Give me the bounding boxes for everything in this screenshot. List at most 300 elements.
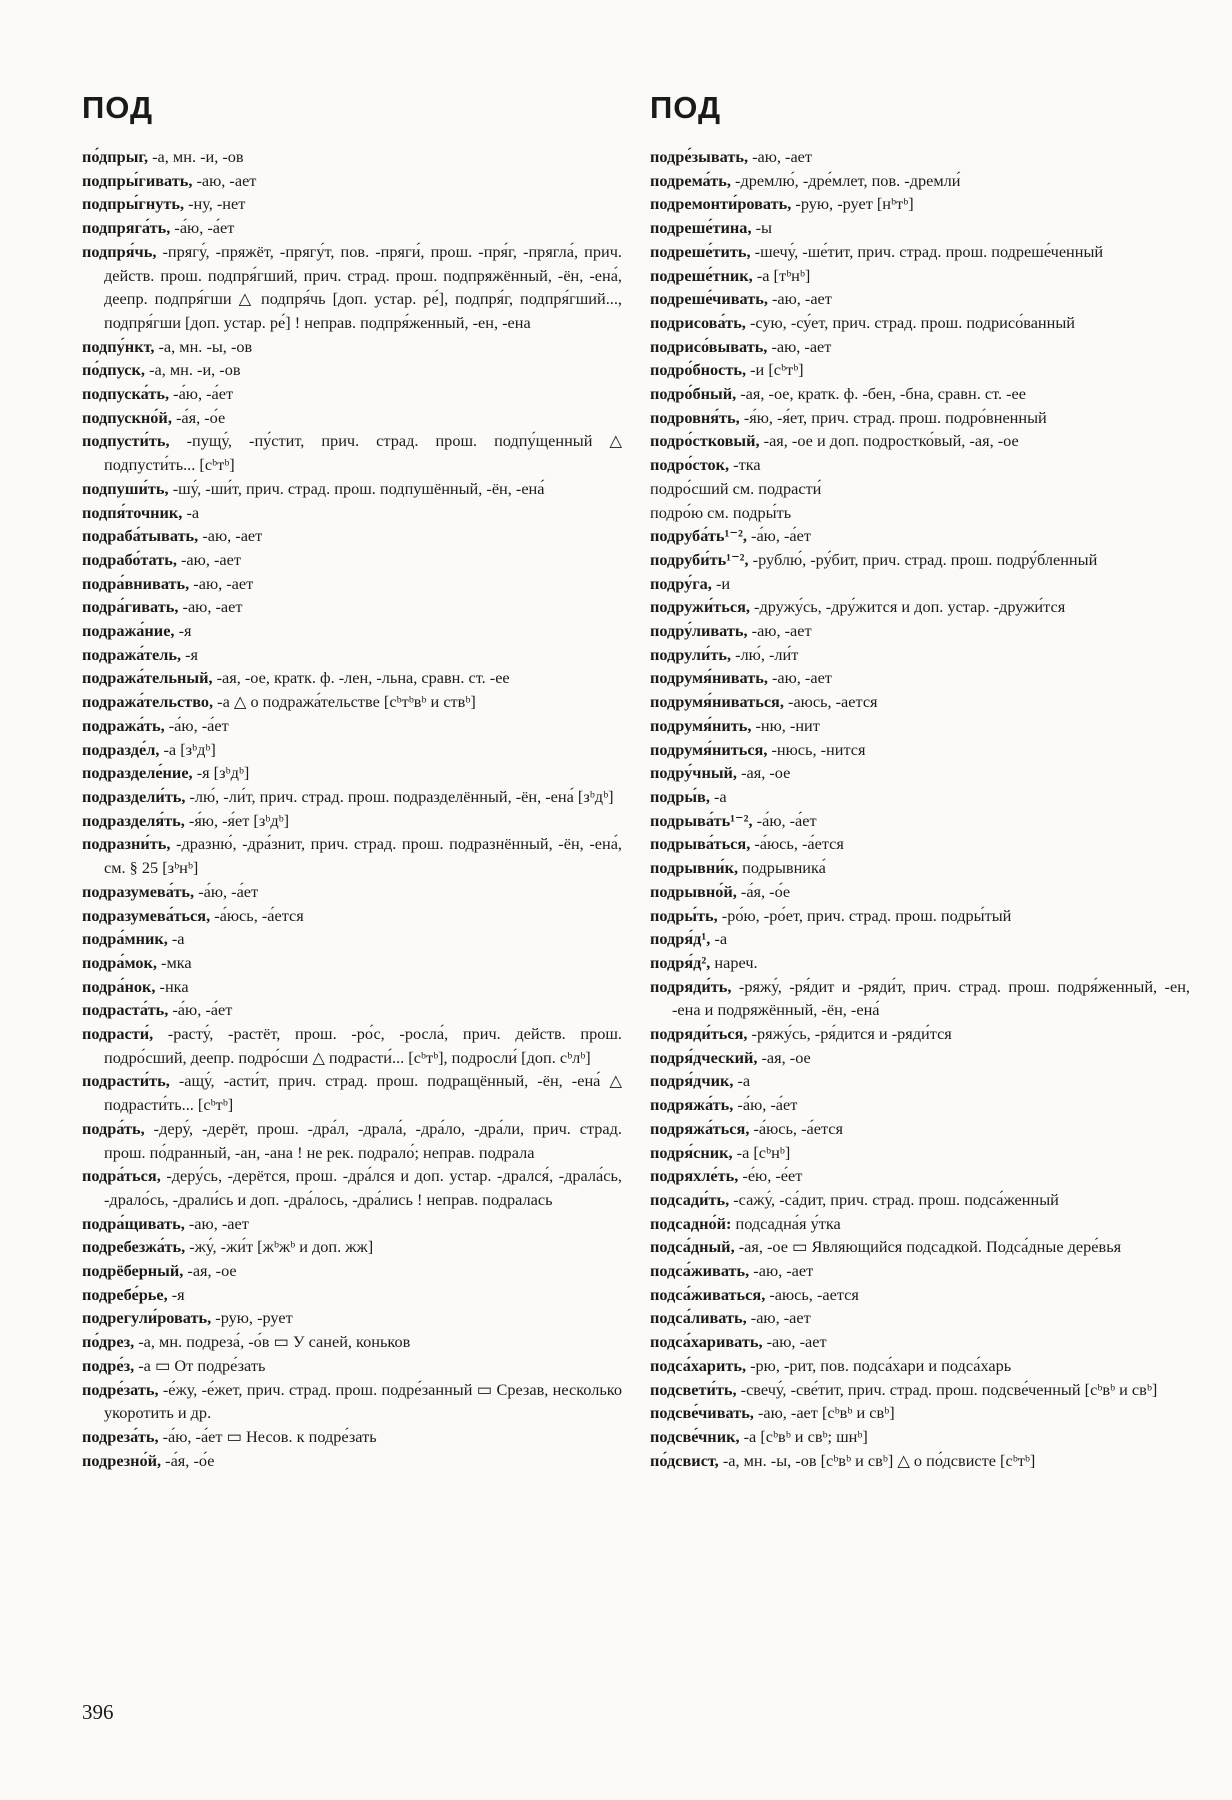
entry-headword: подря́сник, (650, 1142, 733, 1162)
entry-headword: подрегули́ровать, (82, 1308, 212, 1328)
entry-headword: подсвети́ть, (650, 1379, 737, 1399)
dictionary-entry (650, 264, 1190, 288)
entry-headword: по́дпуск, (82, 360, 145, 380)
entry-forms: подсадна́я у́тка (731, 1213, 841, 1233)
entry-forms: -ряжу́, -ря́дит и -ряди́т, прич. страд. прош. подря́женный, -ен, -ена и подряжённый, -ён, -ена́ (672, 976, 1190, 1020)
entry-forms: -ащу́, -асти́т, прич. страд. прош. подращённый, -ён, -ена́ △ подрасти́ть... [сᵇтᵇ] (104, 1071, 622, 1115)
dictionary-entry (82, 1378, 622, 1425)
entry-headword: подряжа́ть, (650, 1095, 734, 1115)
entry-headword: подраздели́ть, (82, 786, 186, 806)
entry-headword: по́дпрыг, (82, 147, 149, 166)
entry-headword: подра́мок, (82, 952, 157, 972)
dictionary-entry (82, 975, 622, 999)
dictionary-entry (650, 1283, 1190, 1307)
entry-forms: -ая, -ое ▭ Являющийся подсадкой. Подса́дные дере́вья (734, 1237, 1122, 1257)
dictionary-entry (650, 406, 1190, 430)
entry-forms: -а, мн. -ы, -ов [сᵇвᵇ и свᵇ] △ о по́дсвисте [сᵇтᵇ] (718, 1450, 1036, 1470)
left-running-header: ПОД (82, 90, 154, 125)
dictionary-entry (82, 998, 622, 1022)
dictionary-entry (82, 1354, 622, 1378)
entry-headword: подразумева́ть, (82, 881, 195, 901)
entry-headword: подса́харивать, (650, 1332, 763, 1352)
entry-forms: подрывника́ (738, 858, 826, 878)
entry-headword: подружи́ться, (650, 597, 750, 617)
entry-headword: подрасти́ть, (82, 1071, 170, 1091)
entry-forms: -а △ о подража́тельстве [сᵇтᵇвᵇ и ствᵇ] (213, 692, 476, 712)
dictionary-entry (650, 595, 1190, 619)
entry-headword: подра́ться, (82, 1166, 161, 1186)
entry-forms: -а (710, 929, 728, 949)
entry-headword: подсве́чивать, (650, 1403, 754, 1423)
entry-forms: -прягу́, -пряжёт, -прягу́т, пов. -пряги́, прош. -пря́г, -прягла́, прич. действ. прош. подпря́гший, прич. страд. прош. подпряжённый, -ён, -ена́, деепр. подпря́гши △ подпря́чь [доп. устар. ре́], подпря́г, подпря́гший..., подпря́гши [доп. устар. ре́] ! неправ. подпря́женный, -ен, -ена (104, 241, 622, 332)
dictionary-entry (82, 358, 622, 382)
entry-forms: -аю, -ает (176, 549, 241, 569)
entry-headword: подря́д¹, (650, 929, 711, 949)
entry-forms: -а, мн. -ы, -ов (154, 336, 253, 356)
dictionary-entry (650, 1046, 1190, 1070)
entry-forms: -е́жу, -е́жет, прич. страд. прош. подре́занный ▭ Срезав, несколько укоротить и др. (104, 1379, 622, 1423)
entry-forms: -ну, -нет (184, 194, 246, 214)
dictionary-entry (82, 216, 622, 240)
entry-headword: подса́живаться, (650, 1284, 766, 1304)
dictionary-entry (650, 1212, 1190, 1236)
entry-headword: подса́живать, (650, 1261, 750, 1281)
entry-headword: подпры́гивать, (82, 170, 193, 190)
dictionary-entry (650, 809, 1190, 833)
entry-forms: нареч. (710, 952, 758, 972)
entry-forms: -аю, -ает (198, 526, 263, 546)
entry-headword: подпры́гнуть, (82, 194, 185, 214)
dictionary-entry (82, 880, 622, 904)
entry-forms: -а́юсь, -а́ется (749, 1118, 843, 1138)
dictionary-entry (82, 643, 622, 667)
entry-forms: -а, мн. -и, -ов (148, 147, 244, 166)
entry-headword: подрыва́ть¹⁻², (650, 810, 753, 830)
dictionary-entry (650, 1093, 1190, 1117)
dictionary-entry (82, 1022, 622, 1069)
page-number: 396 (82, 1700, 114, 1724)
dictionary-entry (650, 287, 1190, 311)
dictionary-entry (82, 501, 622, 525)
entry-headword: подря́дческий, (650, 1047, 758, 1067)
dictionary-entry (650, 216, 1190, 240)
entry-forms: -аю, -ает (762, 1332, 827, 1352)
dictionary-entry (82, 927, 622, 951)
dictionary-entry (82, 406, 622, 430)
right-entry-list (650, 145, 1190, 1472)
dictionary-entry (650, 572, 1190, 596)
entry-forms: -деру́сь, -дерётся, прош. -дра́лся и доп. устар. -дрался́, -драла́сь, -драло́сь, -драли́сь и доп. -дра́лось, -дра́лись ! неправ. подралась (104, 1166, 622, 1209)
entry-headword: подра́нок, (82, 976, 156, 996)
entry-headword: подры́ть, (650, 905, 718, 925)
entry-headword: подсадно́й: (650, 1213, 732, 1233)
entry-forms: -пущу́, -пу́стит, прич. страд. прош. подпу́щенный △ подпусти́ть... [сᵇтᵇ] (104, 431, 622, 475)
entry-forms: -нка (155, 976, 189, 996)
entry-forms: -е́ю, -е́ет (738, 1166, 803, 1186)
dictionary-entry (650, 1330, 1190, 1354)
entry-forms: -лю́, -ли́т (731, 644, 799, 664)
dictionary-entry (650, 880, 1190, 904)
entry-forms: -аю, -ает (189, 573, 254, 593)
dictionary-entry (650, 690, 1190, 714)
entry-headword: подрывно́й, (650, 881, 737, 901)
entry-headword: подрема́ть, (650, 170, 731, 190)
entry-forms: -аюсь, -ается (783, 692, 878, 712)
dictionary-entry (650, 1259, 1190, 1283)
entry-headword: подпря́чь, (82, 241, 157, 261)
entry-headword: подрумя́нить, (650, 715, 752, 735)
entry-forms: -аю, -ает (749, 1261, 814, 1281)
entry-forms: -а́ю, -а́ет (746, 526, 811, 546)
entry-forms: -сую, -су́ет, прич. страд. прош. подрисо́ванный (745, 312, 1076, 332)
dictionary-entry (82, 429, 622, 476)
entry-forms: -ая, -ое (737, 763, 791, 783)
dictionary-entry (82, 335, 622, 359)
entry-headword: подре́з, (82, 1355, 135, 1375)
entry-headword: подра́щивать, (82, 1213, 185, 1233)
entry-forms: -а (709, 786, 727, 806)
entry-forms: -я [зᵇдᵇ] (192, 763, 250, 783)
entry-headword: подреза́ть, (82, 1426, 159, 1446)
dictionary-entry (82, 477, 622, 501)
entry-forms: -дружу́сь, -дру́жится и доп. устар. -дружи́тся (749, 597, 1066, 617)
entry-headword: подса́харить, (650, 1355, 747, 1375)
dictionary-entry (82, 832, 622, 879)
dictionary-entry (650, 785, 1190, 809)
entry-headword: подру́чный, (650, 763, 737, 783)
right-running-header: ПОД (650, 90, 722, 125)
dictionary-entry (650, 1354, 1190, 1378)
dictionary-entry (82, 666, 622, 690)
dictionary-entry (650, 1117, 1190, 1141)
entry-headword: подрывни́к, (650, 858, 739, 878)
dictionary-entry (650, 1306, 1190, 1330)
entry-forms: -и (711, 573, 731, 593)
entry-forms: -а (733, 1071, 751, 1091)
entry-headword: подразумева́ться, (82, 905, 211, 925)
dictionary-entry (650, 501, 1190, 525)
dictionary-entry (82, 1449, 622, 1473)
entry-headword: подровня́ть, (650, 407, 740, 427)
dictionary-entry (82, 192, 622, 216)
entry-forms: -свечу́, -све́тит, прич. страд. прош. подсве́ченный [сᵇвᵇ и свᵇ] (736, 1379, 1158, 1399)
dictionary-entry (650, 761, 1190, 785)
entry-forms: -аю, -ает (748, 147, 813, 166)
entry-headword: подпуши́ть, (82, 478, 169, 498)
entry-forms: -деру́, -дерёт, прош. -дра́л, -драла́, -дра́ло, -дра́ли, прич. страд. прош. по́дранный, -ан, -ана ! не рек. подрало́; неправ. подрала (104, 1118, 622, 1162)
left-entry-list (82, 145, 622, 1472)
entry-headword: подро́сток, (650, 455, 730, 475)
entry-forms: -я́ю, -я́ет [зᵇдᵇ] (184, 810, 290, 830)
dictionary-entry (650, 1141, 1190, 1165)
entry-forms: -а (167, 929, 185, 949)
dictionary-entry (650, 145, 1190, 169)
entry-headword: подряжа́ться, (650, 1118, 750, 1138)
entry-headword: подразде́л, (82, 739, 160, 759)
entry-forms: -рую, -рует [нᵇтᵇ] (791, 194, 914, 214)
dictionary-entry (650, 856, 1190, 880)
dictionary-entry (650, 1425, 1190, 1449)
dictionary-entry (82, 595, 622, 619)
dictionary-entry (82, 809, 622, 833)
entry-headword: подража́ть, (82, 715, 165, 735)
entry-forms: -рую, -рует (211, 1308, 293, 1328)
entry-forms: -я (181, 644, 199, 664)
dictionary-entry (650, 1188, 1190, 1212)
dictionary-entry (650, 904, 1190, 928)
dictionary-entry (82, 951, 622, 975)
entry-forms: -аю, -ает (184, 1213, 249, 1233)
dictionary-entry (82, 1259, 622, 1283)
dictionary-entry (82, 240, 622, 335)
entry-headword: по́дсвист, (650, 1450, 719, 1470)
dictionary-entry (650, 548, 1190, 572)
entry-headword: подпускно́й, (82, 407, 172, 427)
dictionary-entry (650, 975, 1190, 1022)
dictionary-entry (650, 619, 1190, 643)
entry-forms: -аюсь, -ается (765, 1284, 859, 1304)
dictionary-entry (82, 738, 622, 762)
entry-headword: подпряга́ть, (82, 218, 171, 238)
entry-headword: подра́внивать, (82, 573, 190, 593)
dictionary-entry (650, 666, 1190, 690)
dictionary-entry (82, 1212, 622, 1236)
entry-headword: подро́стковый, (650, 431, 760, 451)
entry-headword: подро́бность, (650, 360, 747, 380)
dictionary-entry (82, 145, 622, 169)
entry-headword: подразни́ть, (82, 834, 171, 854)
entry-forms: -аю, -ает (767, 336, 832, 356)
entry-headword: подража́ние, (82, 621, 175, 641)
entry-forms: -дремлю́, -дре́млет, пов. -дремли́ (730, 170, 961, 190)
entry-headword: подпуска́ть, (82, 384, 170, 404)
entry-forms: -я (167, 1284, 185, 1304)
entry-forms: -аю, -ает [сᵇвᵇ и свᵇ] (753, 1403, 895, 1423)
entry-headword: подреше́чивать, (650, 289, 768, 309)
entry-forms: -шечу́, -ше́тит, прич. страд. прош. подреше́ченный (750, 241, 1104, 261)
entry-forms: -я (174, 621, 192, 641)
dictionary-entry (82, 619, 622, 643)
entry-forms: -жу́, -жи́т [жᵇжᵇ и доп. жж] (185, 1237, 374, 1257)
entry-headword: подремонти́ровать, (650, 194, 792, 214)
entry-forms: -дразню́, -дра́знит, прич. страд. прош. подразнённый, -ён, -ена́, см. § 25 [зᵇнᵇ] (104, 834, 622, 878)
entry-forms: -а [зᵇдᵇ] (159, 739, 216, 759)
left-column (82, 90, 622, 1472)
entry-forms: -а́ю, -а́ет (164, 715, 229, 735)
entry-headword: по́дрез, (82, 1332, 135, 1352)
entry-headword: подрумя́ниваться, (650, 692, 784, 712)
entry-headword: подраба́тывать, (82, 526, 199, 546)
entry-headword: подреше́тник, (650, 265, 753, 285)
entry-forms: -а́ю, -а́ет (169, 384, 234, 404)
entry-headword: подрасти́, (82, 1024, 154, 1044)
entry-forms: -ая, -ое (757, 1047, 811, 1067)
entry-headword: подра́гивать, (82, 597, 179, 617)
entry-forms: -а ▭ От подре́зать (134, 1355, 266, 1375)
dictionary-entry (650, 1449, 1190, 1473)
entry-forms: -а́я, -о́е (171, 407, 226, 427)
entry-forms: -а́ю, -а́ет (170, 218, 235, 238)
dictionary-entry (82, 1425, 622, 1449)
right-column (650, 90, 1190, 1472)
dictionary-entry (650, 1235, 1190, 1259)
entry-forms: -а́ю, -а́ет (194, 881, 259, 901)
entry-forms: -а́я, -о́е (736, 881, 791, 901)
entry-headword: подрезно́й, (82, 1450, 162, 1470)
entry-forms: -рю, -рит, пов. подса́хари и подса́харь (746, 1355, 1012, 1375)
entry-forms: -а́юсь, -а́ется (210, 905, 304, 925)
entry-headword: подса́дный, (650, 1237, 735, 1257)
entry-headword: подпу́нкт, (82, 336, 155, 356)
entry-forms: -нюсь, -нится (767, 739, 866, 759)
dictionary-entry (650, 714, 1190, 738)
entry-headword: подразделе́ние, (82, 763, 193, 783)
entry-headword: подру́га, (650, 573, 712, 593)
entry-headword: подсве́чник, (650, 1426, 740, 1446)
entry-forms: -аю, -ает (178, 597, 243, 617)
dictionary-entry (82, 761, 622, 785)
dictionary-entry (82, 690, 622, 714)
dictionary-entry (650, 1378, 1190, 1402)
entry-forms: -а, мн. подреза́, -о́в ▭ У саней, коньков (134, 1332, 411, 1352)
entry-forms: -ая, -ое (183, 1261, 237, 1281)
entry-forms: -ро́ю, -ро́ет, прич. страд. прош. подры́тый (717, 905, 1012, 925)
entry-forms: -а́юсь, -а́ется (750, 834, 844, 854)
dictionary-entry (650, 738, 1190, 762)
entry-forms: -ряжу́сь, -ря́дится и -ряди́тся (747, 1024, 952, 1044)
entry-headword: подрули́ть, (650, 644, 732, 664)
entry-headword: подруби́ть¹⁻², (650, 549, 749, 569)
entry-headword: подрумя́ниться, (650, 739, 768, 759)
entry-forms: -лю́, -ли́т, прич. страд. прош. подразделённый, -ён, -ена́ [зᵇдᵇ] (185, 786, 614, 806)
dictionary-entry (82, 1235, 622, 1259)
dictionary-entry (82, 524, 622, 548)
entry-headword: подпя́точник, (82, 502, 183, 522)
entry-headword: подра́ть, (82, 1118, 145, 1138)
entry-forms: -а́ю, -а́ет (733, 1095, 798, 1115)
entry-forms: -аю, -ает (192, 170, 257, 190)
dictionary-entry (82, 785, 622, 809)
entry-headword: подрумя́нивать, (650, 668, 768, 688)
entry-forms: -а́ю, -а́ет (752, 810, 817, 830)
dictionary-entry (650, 358, 1190, 382)
entry-forms: -а́я, -о́е (161, 1450, 215, 1470)
dictionary-entry (650, 1069, 1190, 1093)
entry-headword: подрисова́ть, (650, 312, 746, 332)
entry-headword: подрабо́тать, (82, 549, 177, 569)
entry-forms: -ая, -ое, кратк. ф. -лен, -льна, сравн. ст. -ее (212, 668, 510, 688)
entry-headword: подруба́ть¹⁻², (650, 526, 747, 546)
dictionary-entry (650, 643, 1190, 667)
dictionary-entry (82, 1164, 622, 1211)
dictionary-entry (82, 572, 622, 596)
entry-headword: подребе́рье, (82, 1284, 168, 1304)
dictionary-entry (650, 1164, 1190, 1188)
dictionary-entry (82, 904, 622, 928)
entry-headword: подража́тельство, (82, 692, 214, 712)
entry-forms: -сажу́, -са́дит, прич. страд. прош. подса́женный (729, 1189, 1059, 1209)
entry-forms: -а [тᵇнᵇ] (752, 265, 811, 285)
entry-headword: подрыва́ться, (650, 834, 751, 854)
entry-headword: подра́мник, (82, 929, 168, 949)
dictionary-entry (650, 832, 1190, 856)
dictionary-entry (82, 1306, 622, 1330)
entry-forms: -ая, -ое, кратк. ф. -бен, -бна, сравн. ст. -ее (736, 384, 1026, 404)
entry-headword: подряди́ться, (650, 1024, 748, 1044)
dictionary-entry (650, 951, 1190, 975)
dictionary-entry (650, 1022, 1190, 1046)
entry-headword: подры́в, (650, 786, 710, 806)
entry-forms: -и [сᵇтᵇ] (746, 360, 804, 380)
entry-headword: подса́ливать, (650, 1308, 747, 1328)
entry-forms: -а [сᵇвᵇ и свᵇ; шнᵇ] (739, 1426, 868, 1446)
entry-forms: -я́ю, -я́ет, прич. страд. прош. подро́вненный (739, 407, 1047, 427)
dictionary-entry (82, 714, 622, 738)
dictionary-entry (650, 311, 1190, 335)
entry-headword: подрёберный, (82, 1261, 184, 1281)
dictionary-entry (650, 192, 1190, 216)
entry-forms: -тка (729, 455, 761, 475)
entry-headword: подпусти́ть, (82, 431, 170, 451)
entry-headword: подража́тельный, (82, 668, 213, 688)
entry-headword: подря́дчик, (650, 1071, 734, 1091)
dictionary-entry (82, 1283, 622, 1307)
entry-forms: подро́сший см. подрасти́ (650, 478, 822, 498)
dictionary-entry (650, 453, 1190, 477)
entry-headword: подреше́тина, (650, 218, 752, 238)
dictionary-entry (650, 927, 1190, 951)
entry-headword: подряхле́ть, (650, 1166, 739, 1186)
entry-headword: подру́ливать, (650, 621, 748, 641)
entry-headword: подразделя́ть, (82, 810, 185, 830)
entry-forms: -а (182, 502, 200, 522)
entry-forms: -ню, -нит (751, 715, 820, 735)
dictionary-entry (650, 1401, 1190, 1425)
entry-forms: -ая, -ое и доп. подростко́вый, -ая, -ое (759, 431, 1019, 451)
dictionary-entry (650, 524, 1190, 548)
entry-headword: подребезжа́ть, (82, 1237, 186, 1257)
dictionary-entry (82, 548, 622, 572)
entry-forms: подро́ю см. подры́ть (650, 502, 792, 522)
dictionary-entry (82, 1069, 622, 1116)
entry-forms: -аю, -ает (767, 668, 832, 688)
entry-headword: подража́тель, (82, 644, 182, 664)
entry-headword: подря́д², (650, 952, 711, 972)
entry-forms: -шу́, -ши́т, прич. страд. прош. подпушённый, -ён, -ена́ (168, 478, 545, 498)
entry-forms: -аю, -ает (747, 621, 812, 641)
entry-headword: подрисо́вывать, (650, 336, 768, 356)
entry-headword: подреше́тить, (650, 241, 751, 261)
dictionary-entry (650, 240, 1190, 264)
entry-forms: -мка (156, 952, 192, 972)
entry-headword: подраста́ть, (82, 1000, 169, 1020)
entry-forms: -расту́, -растёт, прош. -ро́с, -росла́, прич. действ. прош. подро́сший, деепр. подро́сши △ подрасти́... [сᵇтᵇ], подросли́ [доп. сᵇлᵇ] (104, 1024, 622, 1067)
entry-forms: -а, мн. -и, -ов (145, 360, 241, 380)
entry-forms: -рублю́, -ру́бит, прич. страд. прош. подру́бленный (748, 549, 1098, 569)
dictionary-entry (82, 169, 622, 193)
entry-headword: подре́зать, (82, 1379, 159, 1399)
entry-forms: -а́ю, -а́ет (168, 1000, 233, 1020)
entry-headword: подсади́ть, (650, 1189, 730, 1209)
dictionary-entry (650, 429, 1190, 453)
entry-headword: подряди́ть, (650, 976, 732, 996)
dictionary-entry (82, 382, 622, 406)
dictionary-entry (82, 1117, 622, 1164)
entry-forms: -а́ю, -а́ет ▭ Несов. к подре́зать (158, 1426, 377, 1446)
entry-forms: -ы (751, 218, 772, 238)
dictionary-entry (650, 477, 1190, 501)
dictionary-entry (650, 169, 1190, 193)
